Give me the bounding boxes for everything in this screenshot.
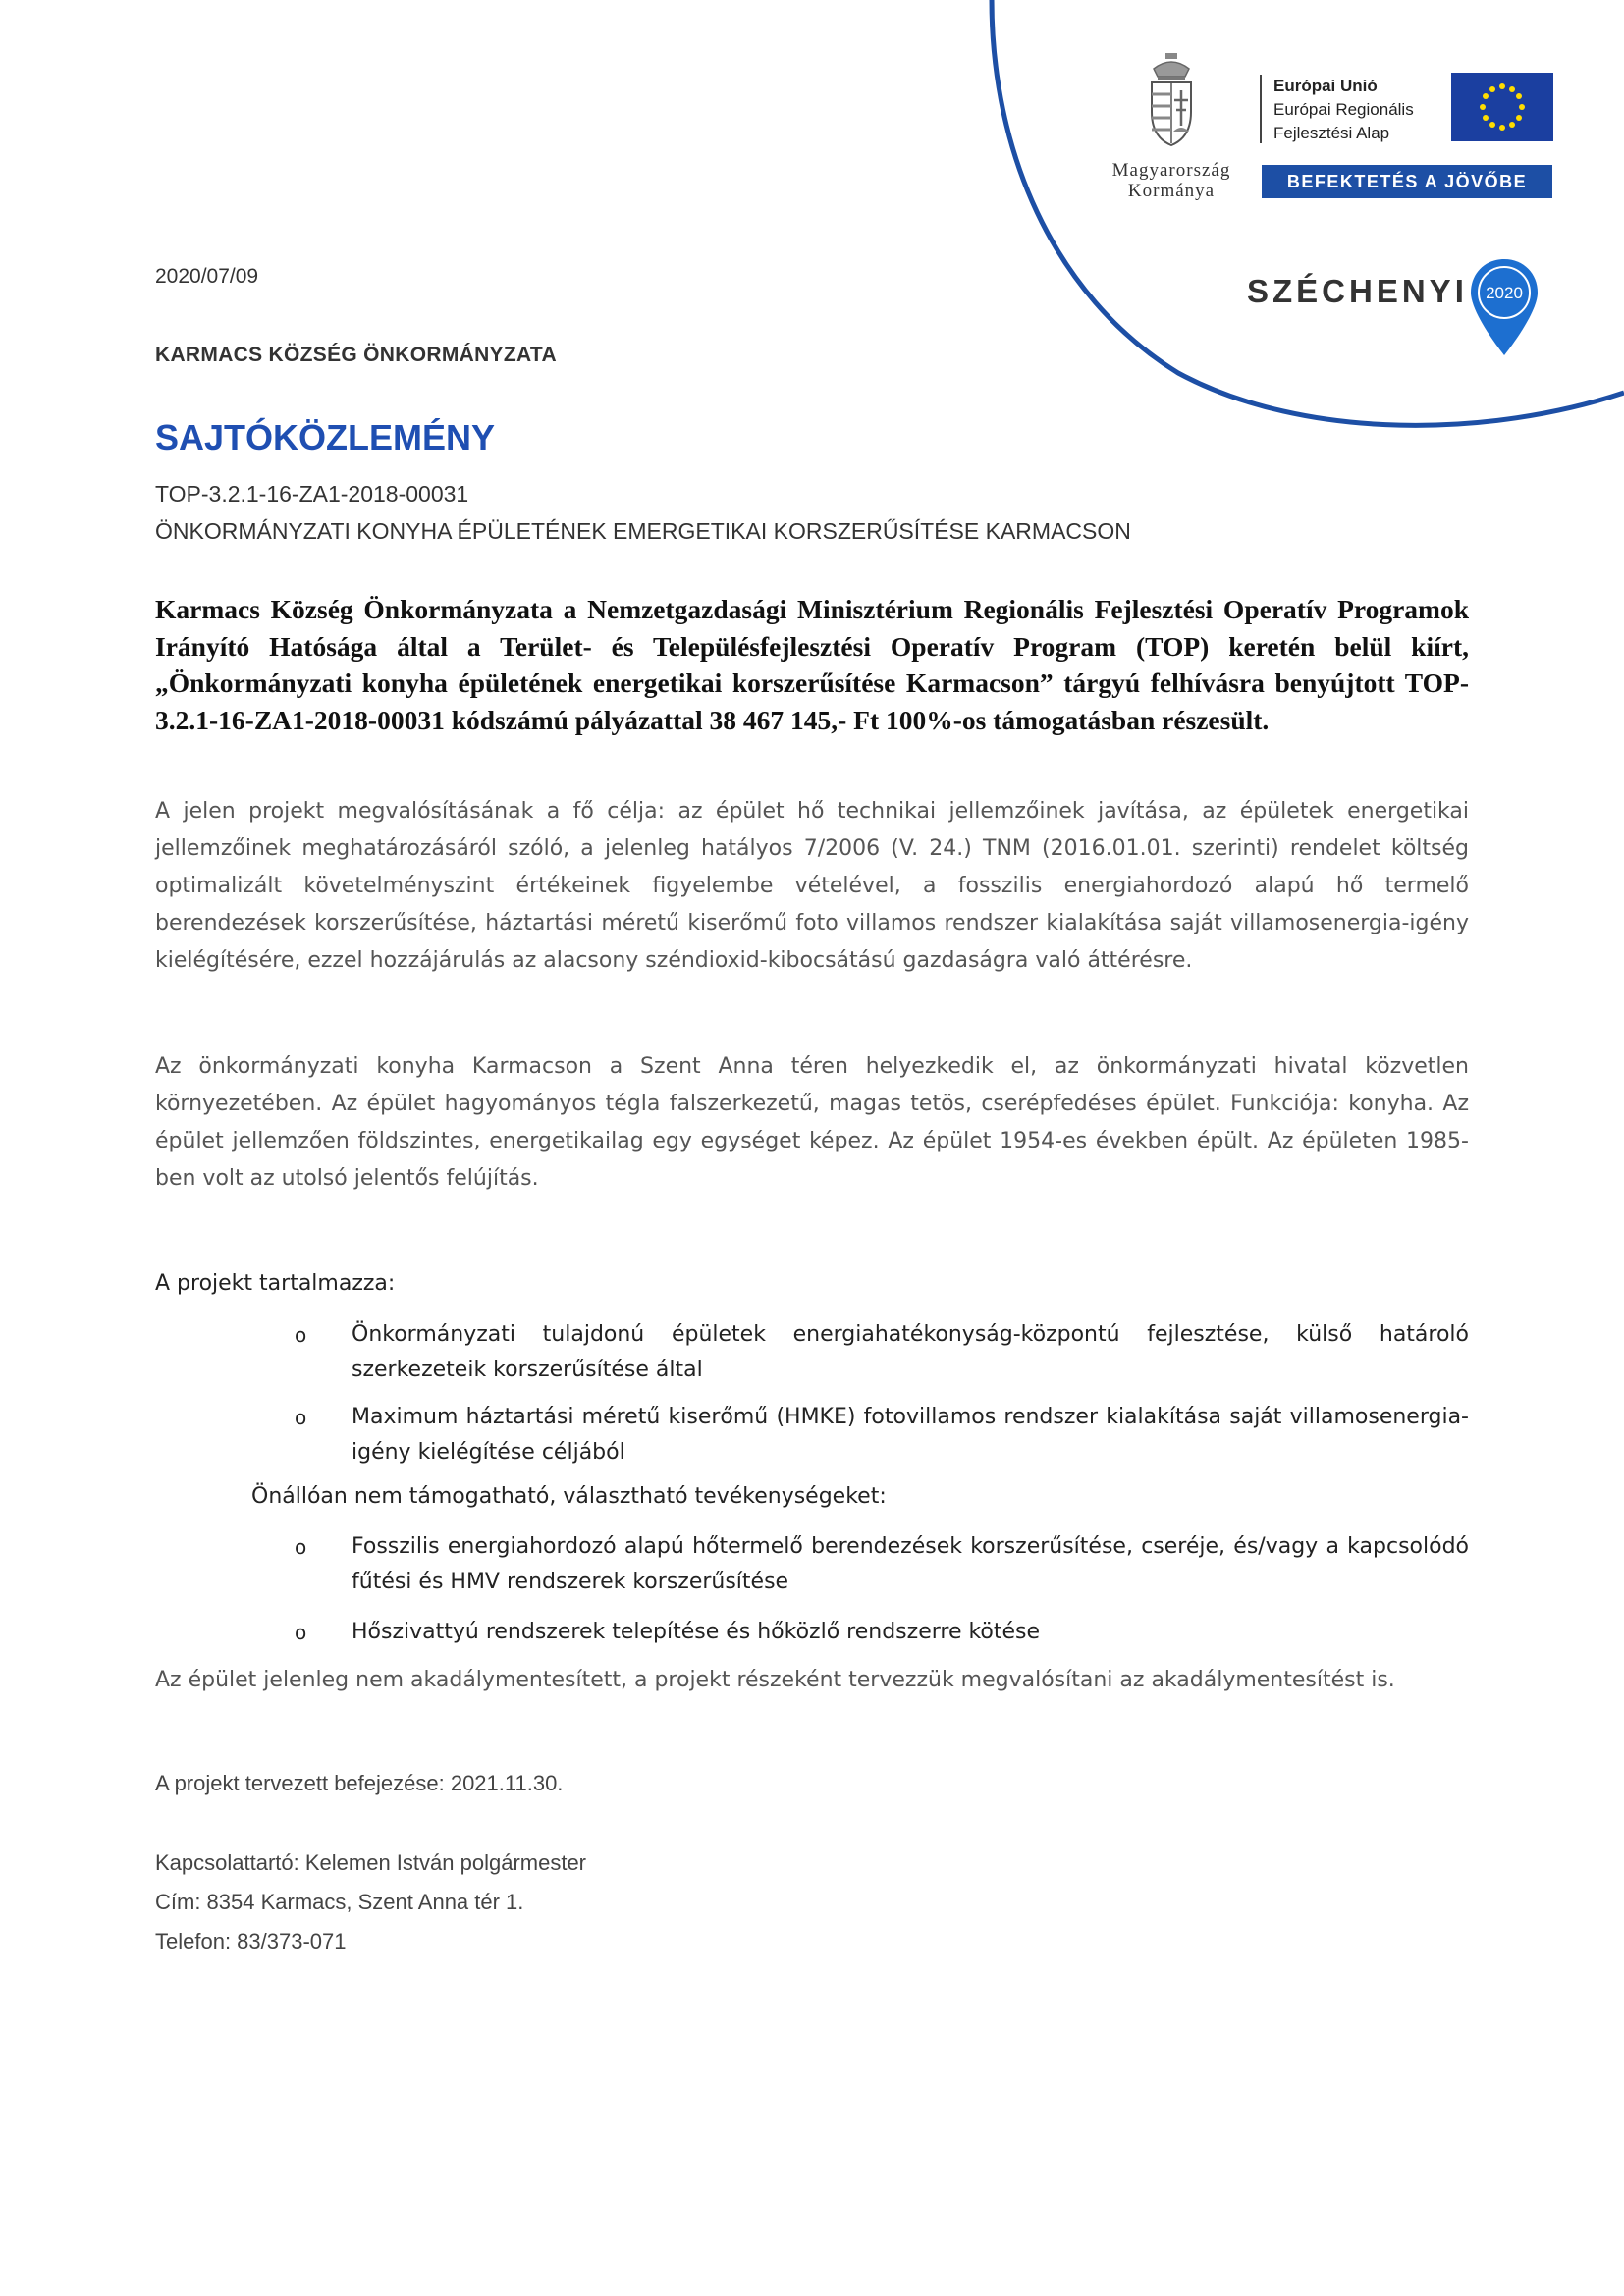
decorative-arc [0,0,1624,452]
eu-title: Európai Unió [1273,77,1378,95]
list-item [295,1529,1469,1600]
bullet-icon: o [295,1535,307,1559]
bullet-icon: o [295,1323,307,1347]
crest-name-line1: Magyarország [1111,160,1231,181]
list-item [295,1400,1469,1470]
contact-person: Kapcsolattartó: Kelemen István polgármester [155,1850,587,1875]
paragraph-goal: A jelen projekt megvalósításának a fő célja: az épület hő technikai jellemzőinek javítása, az épületek energetikai jellemzőinek meghatározásáról szóló, a jelenleg hatályos 7/2006 (V. 24.) TNM (2016.01.01. szerinti) rendelet költség optimalizált követelményszint értékeinek figyelembe vételével, a fosszilis energiahordozó alapú hő termelő berendezések korszerűsítése, háztartási méretű kiserőmű foto villamos rendszer kialakítása saját villamosenergia-igény kielégítésére, ezzel hozzájárulás az alacsony széndioxid-kibocsátású gazdaságra való áttérésre. [155,799,1469,973]
eu-separator [1260,75,1262,143]
list-item-text: Hőszivattyú rendszerek telepítése és hőközlő rendszerre kötése [352,1620,1041,1644]
project-end-date: A projekt tervezett befejezése: 2021.11.30. [155,1771,564,1795]
contact-phone: Telefon: 83/373-071 [155,1929,347,1953]
optional-activities-heading: Önállóan nem támogatható, választható tevékenységeket: [251,1484,887,1509]
list-item-text: Maximum háztartási méretű kiserőmű (HMKE) fotovillamos rendszer kialakítása saját villamosenergia-igény kielégítése céljából [352,1405,1469,1465]
eu-fund-line2: Fejlesztési Alap [1273,124,1390,142]
list-item-text: Önkormányzati tulajdonú épületek energiahatékonyság-központú fejlesztése, külső határoló szerkezeteik korszerűsítése által [352,1322,1469,1382]
coat-of-arms-icon [1144,51,1199,149]
document-date: 2020/07/09 [155,265,259,288]
paragraph-building: Az önkormányzati konyha Karmacson a Szent Anna téren helyezkedik el, az önkormányzati hivatal közvetlen környezetében. Az épület hagyományos tégla falszerkezetű, magas tetös, cserépfedéses épület. Funkciója: konyha. Az épület jellemzően földszintes, energetikailag egy egységet képez. Az épület 1954-es években épült. Az épületen 1985-ben volt az utolsó jelentős felújítás. [155,1054,1469,1191]
bullet-icon: o [295,1621,307,1644]
eu-flag-icon [1451,73,1553,141]
page-title: SAJTÓKÖZLEMÉNY [155,417,496,457]
eu-fund-line1: Európai Regionális [1273,100,1414,119]
list-item-text: Fosszilis energiahordozó alapú hőtermelő berendezések korszerűsítése, cseréje, és/vagy a kapcsolódó fűtési és HMV rendszerek korszerűsítése [352,1534,1469,1594]
lead-paragraph: Karmacs Község Önkormányzata a Nemzetgazdasági Minisztérium Regionális Fejlesztési Operatív Programok Irányító Hatósága által a Terület- és Településfejlesztési Operatív Program (TOP) keretén belül kiírt, „Önkormányzati konyha épületének energetikai korszerűsítése Karmacson” tárgyú felhívásra benyújtott TOP-3.2.1-16-ZA1-2018-00031 kódszámú pályázattal 38 467 145,- Ft 100%-os támogatásban részesült. [155,594,1469,735]
list-item [295,1615,1469,1650]
contains-heading: A projekt tartalmazza: [155,1271,396,1296]
organization-name: KARMACS KÖZSÉG ÖNKORMÁNYZATA [155,344,557,366]
project-title: ÖNKORMÁNYZATI KONYHA ÉPÜLETÉNEK EMERGETIKAI KORSZERŰSÍTÉSE KARMACSON [155,518,1131,544]
paragraph-accessibility: Az épület jelenleg nem akadálymentesített, a projekt részeként tervezzük megvalósítani az akadálymentesítést is. [155,1668,1395,1692]
contact-address: Cím: 8354 Karmacs, Szent Anna tér 1. [155,1890,524,1914]
invest-future-banner: BEFEKTETÉS A JÖVŐBE [1262,165,1552,198]
szechenyi-year: 2020 [1486,284,1523,302]
government-logo [1092,51,1251,201]
list-item [295,1317,1469,1388]
bullet-icon: o [295,1406,307,1429]
project-code: TOP-3.2.1-16-ZA1-2018-00031 [155,481,469,507]
szechenyi-2020-pin-icon [1469,257,1540,359]
szechenyi-logo-text: SZÉCHENYI [1247,273,1468,309]
crest-name-line2: Kormánya [1127,181,1216,201]
